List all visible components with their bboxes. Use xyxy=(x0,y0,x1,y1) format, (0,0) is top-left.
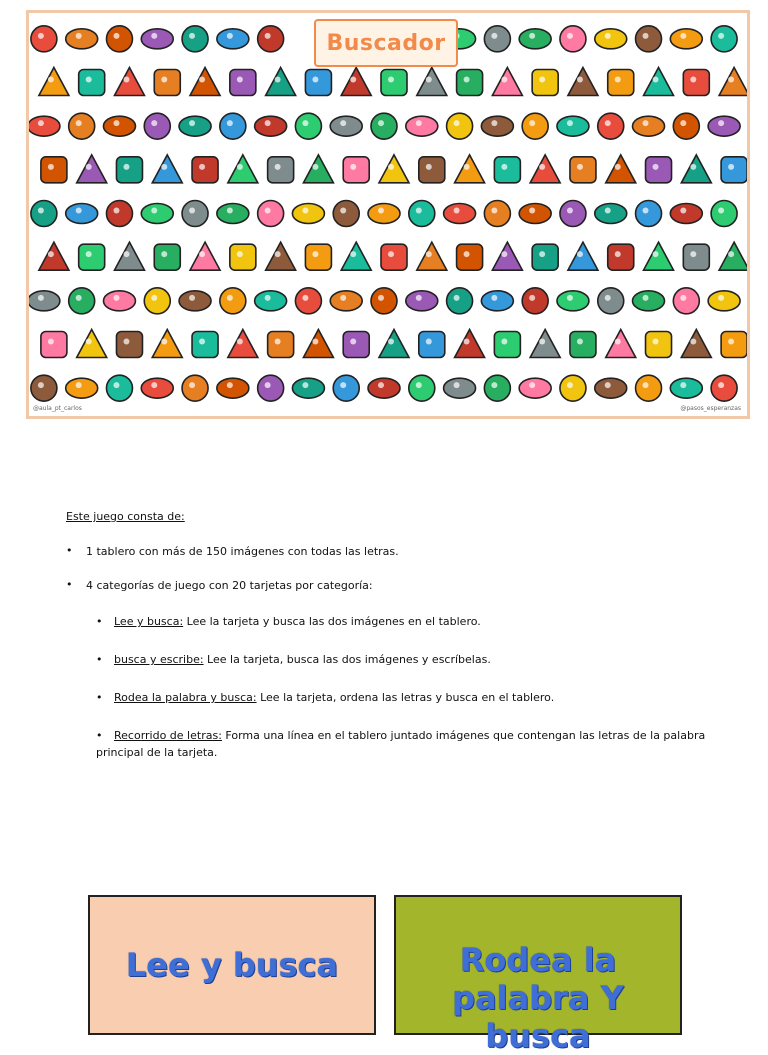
sunflower-icon xyxy=(608,244,634,270)
battery-icon xyxy=(379,155,409,183)
ghost-icon xyxy=(636,201,662,227)
vegetables-icon xyxy=(106,201,132,227)
cheese-icon xyxy=(519,378,551,398)
pot-icon xyxy=(295,113,321,139)
cow-icon xyxy=(220,113,246,139)
bathtub-icon xyxy=(220,288,246,314)
billiards-icon xyxy=(368,204,400,224)
category-text: Lee la tarjeta, ordena las letras y busca en el tablero. xyxy=(256,691,555,704)
category-text: Lee la tarjeta, busca las dos imágenes y escríbelas. xyxy=(203,653,491,666)
table-icon xyxy=(560,201,586,227)
woman-icon xyxy=(522,113,548,139)
lion-head-icon xyxy=(228,330,258,358)
watermelon-icon xyxy=(570,332,596,358)
scissors-icon xyxy=(116,157,142,183)
card-label: Rodea la palabra Y busca xyxy=(452,941,624,1055)
shrimp-icon xyxy=(484,201,510,227)
fries-icon xyxy=(492,242,522,270)
ketchup-icon xyxy=(268,157,294,183)
egg-icon xyxy=(406,116,438,136)
orange-icon xyxy=(419,332,445,358)
gift-icon xyxy=(708,116,740,136)
umbrella-icon xyxy=(292,204,324,224)
books-icon xyxy=(673,288,699,314)
firefighter-icon xyxy=(69,288,95,314)
lizard-icon xyxy=(228,155,258,183)
bus-icon xyxy=(217,29,249,49)
cheese-icon xyxy=(595,29,627,49)
surfboard-icon xyxy=(77,155,107,183)
boat-icon xyxy=(182,375,208,401)
saw-icon xyxy=(595,204,627,224)
garlic-icon xyxy=(646,332,672,358)
category-title: Recorrido de letras: xyxy=(114,729,222,742)
ufo-icon xyxy=(455,155,485,183)
bee-icon xyxy=(683,70,709,96)
vase-icon xyxy=(595,378,627,398)
credit-right: @pasos_esperanzas xyxy=(680,405,741,412)
flute-icon xyxy=(116,332,142,358)
octopus-icon xyxy=(182,26,208,52)
candle-icon xyxy=(379,330,409,358)
windsurf-icon xyxy=(103,116,135,136)
raccoon-icon xyxy=(343,332,369,358)
flashlight-icon xyxy=(230,70,256,96)
cage-icon xyxy=(557,116,589,136)
vase-icon xyxy=(670,29,702,49)
moon-icon xyxy=(266,242,296,270)
category-item xyxy=(66,689,706,706)
category-title: busca y escribe: xyxy=(114,653,204,666)
burger-icon xyxy=(711,201,737,227)
fire-icon xyxy=(492,68,522,96)
kangaroo-icon xyxy=(66,204,98,224)
lollipop-icon xyxy=(192,157,218,183)
carrot-icon xyxy=(114,68,144,96)
tire-icon xyxy=(341,68,371,96)
owl-icon xyxy=(152,330,182,358)
ant-icon xyxy=(79,244,105,270)
category-item xyxy=(66,613,706,630)
train-icon xyxy=(519,29,551,49)
ear-icon xyxy=(633,116,665,136)
pineapple-icon xyxy=(190,68,220,96)
grapes-icon xyxy=(560,26,586,52)
dog-icon xyxy=(31,201,57,227)
category-item xyxy=(66,651,706,668)
bell-icon xyxy=(371,288,397,314)
volcano-icon xyxy=(598,113,624,139)
credit-left: @aula_pt_carlos xyxy=(33,405,82,412)
lion-icon xyxy=(444,204,476,224)
turtle-icon xyxy=(179,116,211,136)
octopus-icon xyxy=(258,375,284,401)
game-board xyxy=(26,10,750,419)
ladder-icon xyxy=(636,375,662,401)
lamp-icon xyxy=(633,291,665,311)
mushroom-icon xyxy=(343,157,369,183)
bat-icon xyxy=(570,157,596,183)
potato-icon xyxy=(494,157,520,183)
list-item-text: 1 tablero con más de 150 imágenes con todas las letras. xyxy=(86,545,399,558)
car-icon xyxy=(455,330,485,358)
list-icon xyxy=(719,68,747,96)
gamer-icon xyxy=(681,155,711,183)
binoculars-icon xyxy=(69,113,95,139)
policeman-icon xyxy=(409,375,435,401)
hammer-icon xyxy=(190,242,220,270)
train-icon xyxy=(444,378,476,398)
fairy-icon xyxy=(532,244,558,270)
eye-icon xyxy=(341,242,371,270)
nest-icon xyxy=(258,201,284,227)
castle-icon xyxy=(303,330,333,358)
card-rodea-la-palabra[interactable] xyxy=(394,895,682,1055)
target-icon xyxy=(266,68,296,96)
snake-icon xyxy=(683,244,709,270)
number-one-icon xyxy=(644,68,674,96)
onigiri-icon xyxy=(568,242,598,270)
tomato-icon xyxy=(114,242,144,270)
dolphin-icon xyxy=(522,288,548,314)
ball-icon xyxy=(447,288,473,314)
gorilla-icon xyxy=(295,288,321,314)
banana-icon xyxy=(152,155,182,183)
doctor-icon xyxy=(29,116,60,136)
basketball-icon xyxy=(447,113,473,139)
bird-icon xyxy=(141,29,173,49)
walrus-icon xyxy=(182,201,208,227)
bone-icon xyxy=(519,204,551,224)
fox-icon xyxy=(154,244,180,270)
box-icon xyxy=(154,70,180,96)
comb-icon xyxy=(457,244,483,270)
mouse-icon xyxy=(711,375,737,401)
armchair-icon xyxy=(255,116,287,136)
lemon-icon xyxy=(258,26,284,52)
kiwi-icon xyxy=(381,70,407,96)
harp-icon xyxy=(530,155,560,183)
coconut-icon xyxy=(303,155,333,183)
policeman-icon xyxy=(484,26,510,52)
flan-icon xyxy=(39,68,69,96)
bullet: • xyxy=(96,615,103,628)
knot-icon xyxy=(409,201,435,227)
bunny-icon xyxy=(598,288,624,314)
description-intro: Este juego consta de: xyxy=(66,510,185,523)
sneaker-icon xyxy=(144,288,170,314)
leaf-icon xyxy=(530,330,560,358)
paints-icon xyxy=(721,157,747,183)
bottle-icon xyxy=(103,291,135,311)
bouquet-icon xyxy=(673,113,699,139)
guitar-icon xyxy=(106,375,132,401)
frog-icon xyxy=(721,332,747,358)
duck-icon xyxy=(532,70,558,96)
globe-icon xyxy=(66,378,98,398)
category-text: Forma una línea en el tablero juntado imágenes que contengan las letras de la palabra principal de la tarjeta. xyxy=(96,729,706,759)
yarn-icon xyxy=(606,155,636,183)
ruler-icon xyxy=(39,242,69,270)
dove-icon xyxy=(333,201,359,227)
koala-toy-icon xyxy=(179,291,211,311)
pear-icon xyxy=(66,29,98,49)
category-item xyxy=(66,727,706,761)
bullet: • xyxy=(66,544,73,557)
board-title: Buscador xyxy=(314,19,458,67)
mouse-icon xyxy=(79,70,105,96)
boy-icon xyxy=(681,330,711,358)
seagull-icon xyxy=(644,242,674,270)
unicorn-icon xyxy=(305,70,331,96)
bullet: • xyxy=(96,691,103,704)
butterfly-icon xyxy=(381,244,407,270)
category-title: Lee y busca: xyxy=(114,615,184,628)
card-lee-y-busca[interactable] xyxy=(88,895,376,1035)
grapes-icon xyxy=(484,375,510,401)
bird-icon xyxy=(217,378,249,398)
list-item xyxy=(66,545,706,558)
bicycle-icon xyxy=(494,332,520,358)
pumpkin-icon xyxy=(77,330,107,358)
boat-icon xyxy=(106,26,132,52)
indian-icon xyxy=(560,375,586,401)
coffee-icon xyxy=(670,204,702,224)
cake-icon xyxy=(144,113,170,139)
finger-icon xyxy=(608,70,634,96)
giraffe-icon xyxy=(29,291,60,311)
cupcake-icon xyxy=(481,291,513,311)
ship-icon xyxy=(255,291,287,311)
robot-icon xyxy=(41,157,67,183)
teddy-icon xyxy=(305,244,331,270)
peach-icon xyxy=(719,242,747,270)
ukulele-icon xyxy=(419,157,445,183)
soap-icon xyxy=(481,116,513,136)
guitar-icon xyxy=(31,26,57,52)
flan-icon xyxy=(670,378,702,398)
horse-icon xyxy=(557,291,589,311)
card-label: Lee y busca xyxy=(125,946,339,984)
koala-icon xyxy=(371,113,397,139)
virus-icon xyxy=(41,332,67,358)
glass-icon xyxy=(568,68,598,96)
dice-icon xyxy=(268,332,294,358)
game-description xyxy=(66,510,706,782)
strawberry-icon xyxy=(457,70,483,96)
bus-icon xyxy=(292,378,324,398)
indian-icon xyxy=(636,26,662,52)
fish-icon xyxy=(417,68,447,96)
bullet: • xyxy=(96,653,103,666)
bullet: • xyxy=(66,578,73,591)
ladder-icon xyxy=(711,26,737,52)
faucet-icon xyxy=(230,244,256,270)
carousel-icon xyxy=(192,332,218,358)
bullet: • xyxy=(96,729,103,742)
tree-icon xyxy=(708,291,740,311)
mountain-icon xyxy=(217,204,249,224)
elephant-icon xyxy=(330,291,362,311)
hat-icon xyxy=(417,242,447,270)
astronaut-icon xyxy=(31,375,57,401)
igloo-icon xyxy=(606,330,636,358)
walker-icon xyxy=(646,157,672,183)
list-item-text: 4 categorías de juego con 20 tarjetas por categoría: xyxy=(86,579,373,592)
parrot-icon xyxy=(141,204,173,224)
pencil-icon xyxy=(330,116,362,136)
monkey-icon xyxy=(368,378,400,398)
dragon-icon xyxy=(406,291,438,311)
category-text: Lee la tarjeta y busca las dos imágenes en el tablero. xyxy=(183,615,481,628)
lemon-icon xyxy=(333,375,359,401)
list-item xyxy=(66,579,706,592)
category-title: Rodea la palabra y busca: xyxy=(114,691,257,704)
board-icons xyxy=(29,13,747,416)
pear-icon xyxy=(141,378,173,398)
